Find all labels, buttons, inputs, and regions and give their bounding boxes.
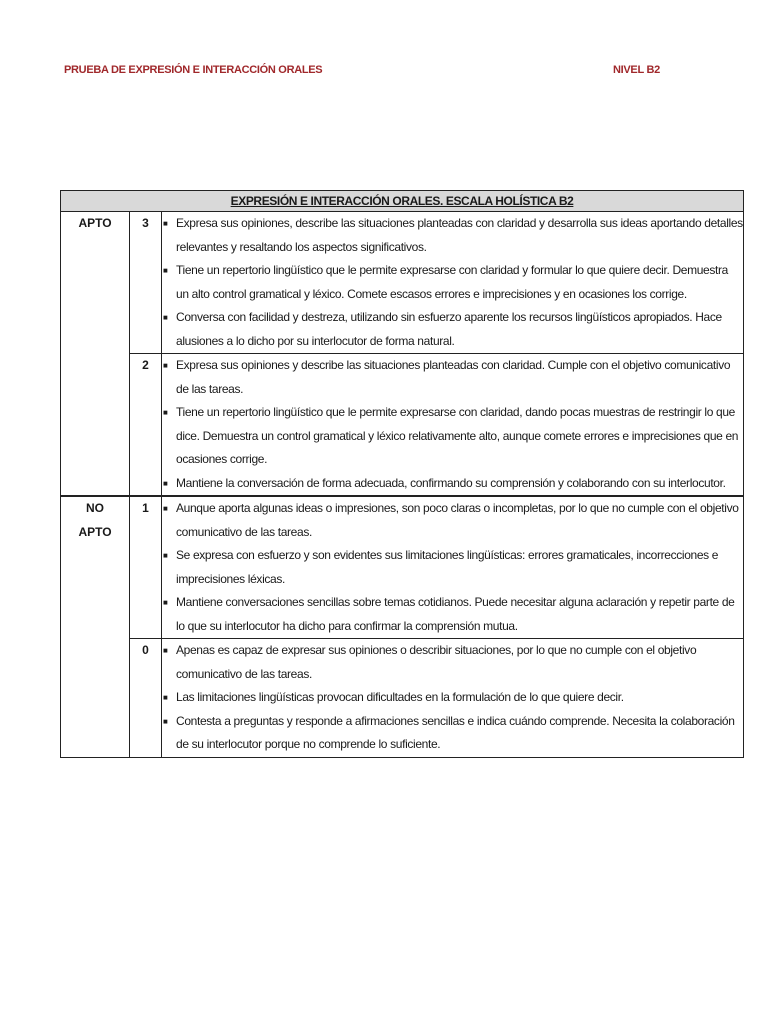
criterion-item: ■ Tiene un repertorio lingüístico que le permite expresarse con claridad, dando pocas muestras de restringir lo que dice. Demuestra un control gramatical y léxico relativamente alto, aunque comete errores e imprecisiones que en ocasiones corrige. [162, 401, 743, 472]
criterion-item: ■ Contesta a preguntas y responde a afirmaciones sencillas e indica cuándo comprende. Necesita la colaboración de su interlocutor porque no comprende lo suficiente. [162, 710, 743, 757]
level-score: 2 [130, 354, 162, 497]
criterion-item: ■ Expresa sus opiniones y describe las situaciones planteadas con claridad. Cumple con el objetivo comunicativo de las tareas. [162, 354, 743, 401]
criteria-cell [162, 212, 744, 354]
table-title: EXPRESIÓN E INTERACCIÓN ORALES. ESCALA HOLÍSTICA B2 [61, 191, 744, 212]
bullet-icon: ■ [163, 219, 168, 228]
level-score: 1 [130, 496, 162, 639]
table-row [61, 639, 744, 758]
criterion-item: ■ Expresa sus opiniones, describe las situaciones planteadas con claridad y desarrolla sus ideas aportando detalles relevantes y resaltando los aspectos significativos. [162, 212, 743, 259]
criteria-cell [162, 354, 744, 497]
criteria-cell [162, 639, 744, 758]
holistic-scale-table [60, 190, 744, 758]
criterion-item: ■ Se expresa con esfuerzo y son evidentes sus limitaciones lingüísticas: errores gramaticales, incorrecciones e imprecisiones léxicas. [162, 544, 743, 591]
result-apto: APTO [61, 212, 130, 497]
bullet-icon: ■ [163, 266, 168, 275]
result-no-apto: NO APTO [61, 496, 130, 757]
bullet-icon: ■ [163, 716, 168, 726]
criterion-item: ■ Las limitaciones lingüísticas provocan dificultades en la formulación de lo que quiere decir. [162, 686, 743, 710]
bullet-icon: ■ [163, 551, 168, 560]
criterion-item: ■ Mantiene la conversación de forma adecuada, confirmando su comprensión y colaborando con su interlocutor. [162, 472, 743, 496]
table-row [61, 212, 744, 354]
criteria-cell [162, 496, 744, 639]
bullet-icon: ■ [163, 313, 168, 322]
bullet-icon: ■ [163, 693, 168, 702]
bullet-icon: ■ [163, 478, 168, 488]
document-header-level: NIVEL B2 [613, 64, 660, 76]
table-row [61, 354, 744, 497]
bullet-icon: ■ [163, 646, 168, 655]
criterion-item: ■ Conversa con facilidad y destreza, utilizando sin esfuerzo aparente los recursos lingüísticos apropiados. Hace alusiones a lo dicho por su interlocutor de forma natural. [162, 306, 743, 353]
table-row [61, 496, 744, 639]
criterion-item: ■ Apenas es capaz de expresar sus opiniones o describir situaciones, por lo que no cumple con el objetivo comunicativo de las tareas. [162, 639, 743, 686]
criterion-item: ■ Mantiene conversaciones sencillas sobre temas cotidianos. Puede necesitar alguna aclaración y repetir parte de lo que su interlocutor ha dicho para confirmar la comprensión mutua. [162, 591, 743, 638]
level-score: 0 [130, 639, 162, 758]
bullet-icon: ■ [163, 598, 168, 607]
document-header-title: PRUEBA DE EXPRESIÓN E INTERACCIÓN ORALES [64, 64, 323, 76]
bullet-icon: ■ [163, 504, 168, 513]
level-score: 3 [130, 212, 162, 354]
bullet-icon: ■ [163, 361, 168, 370]
criterion-item: ■ Aunque aporta algunas ideas o impresiones, son poco claras o incompletas, por lo que no cumple con el objetivo comunicativo de las tareas. [162, 497, 743, 544]
bullet-icon: ■ [163, 408, 168, 417]
criterion-item: ■ Tiene un repertorio lingüístico que le permite expresarse con claridad y formular lo que quiere decir. Demuestra un alto control gramatical y léxico. Comete escasos errores e imprecisiones y en ocasiones los corrige. [162, 259, 743, 306]
